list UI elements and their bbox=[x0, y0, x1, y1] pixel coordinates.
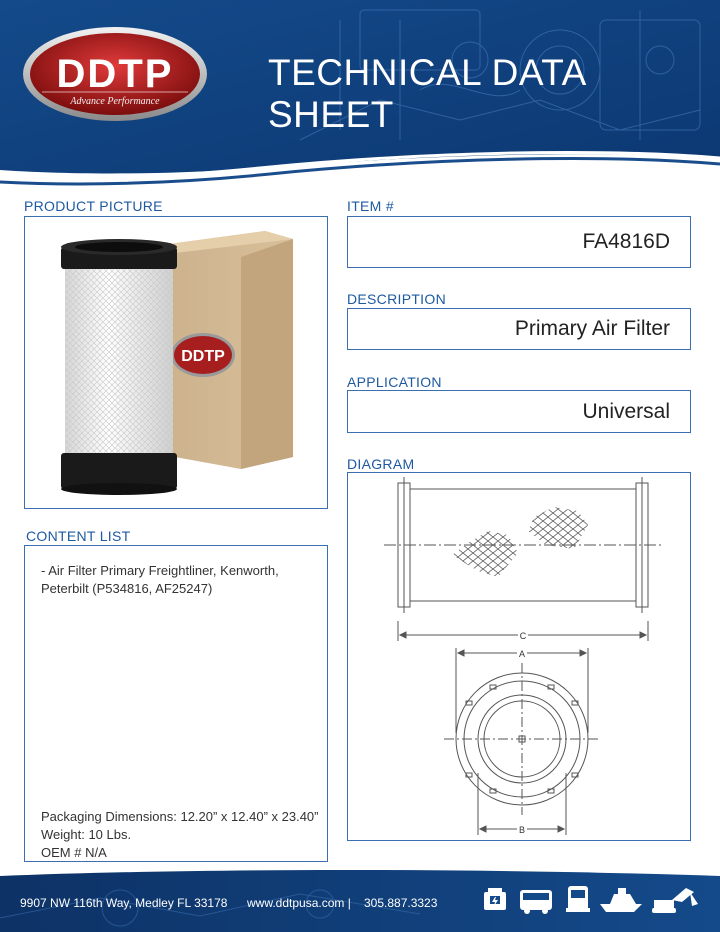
footer-icons bbox=[482, 880, 702, 925]
oem-number: OEM # N/A bbox=[41, 845, 107, 860]
technical-diagram bbox=[348, 473, 690, 840]
header bbox=[0, 0, 720, 186]
section-label-content-list: CONTENT LIST bbox=[26, 528, 131, 544]
excavator-icon bbox=[652, 888, 698, 913]
boat-icon bbox=[600, 888, 642, 912]
brand-logo bbox=[22, 26, 208, 122]
box-logo-text: DDTP bbox=[181, 348, 225, 365]
application-box bbox=[347, 390, 691, 433]
dimension-a-label: A bbox=[518, 649, 526, 659]
content-line-2: Peterbilt (P534816, AF25247) bbox=[41, 581, 213, 596]
description-text: Primary Air Filter bbox=[514, 317, 670, 340]
generator-icon bbox=[484, 888, 506, 910]
product-picture-box bbox=[24, 216, 328, 509]
truck-icon bbox=[566, 886, 590, 912]
section-label-item: ITEM # bbox=[347, 198, 394, 214]
item-box bbox=[347, 216, 691, 268]
weight: Weight: 10 Lbs. bbox=[41, 827, 132, 842]
bus-icon bbox=[520, 890, 552, 914]
description-box bbox=[347, 308, 691, 350]
footer-website[interactable]: www.ddtpusa.com | bbox=[247, 896, 351, 910]
product-image bbox=[25, 217, 327, 508]
logo-tagline: Advance Performance bbox=[70, 96, 160, 107]
section-label-diagram: DIAGRAM bbox=[347, 456, 415, 472]
dimension-b-label: B bbox=[518, 825, 526, 835]
content-list-box bbox=[24, 545, 328, 862]
diagram-box bbox=[347, 472, 691, 841]
page-title: TECHNICAL DATA SHEET bbox=[268, 52, 585, 135]
item-number: FA4816D bbox=[582, 230, 670, 253]
logo-text: DDTP bbox=[56, 52, 174, 96]
footer-address: 9907 NW 116th Way, Medley FL 33178 bbox=[20, 896, 228, 910]
packaging-dimensions: Packaging Dimensions: 12.20” x 12.40” x 23.40” bbox=[41, 809, 319, 824]
application-text: Universal bbox=[582, 399, 670, 423]
section-label-product-picture: PRODUCT PICTURE bbox=[24, 198, 163, 214]
dimension-c-label: C bbox=[519, 631, 527, 641]
section-label-description: DESCRIPTION bbox=[347, 291, 446, 307]
content-line-1: - Air Filter Primary Freightliner, Kenworth, bbox=[41, 563, 279, 578]
footer-phone[interactable]: 305.887.3323 bbox=[364, 896, 438, 910]
section-label-application: APPLICATION bbox=[347, 374, 442, 390]
